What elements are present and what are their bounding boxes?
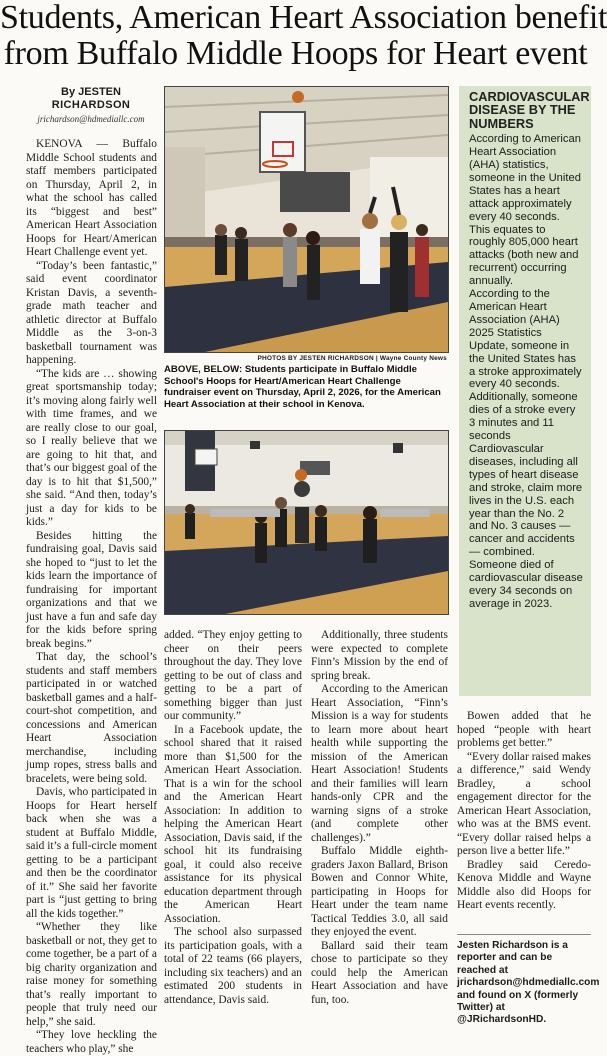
sidebar-paragraph: According to American Heart Association (AHA) statistics, someone in the United States has a heart attack approximately every 40 seconds. This equates to roughly 805,000 heart attacks (both new and recurrent) occurring annually. bbox=[469, 133, 581, 288]
byline-name: RICHARDSON bbox=[51, 99, 131, 111]
paragraph: Buffalo Middle eighth-graders Jaxon Ballard, Brison Bowen and Connor White, participating in Hoops for Heart under the team name Tactical Teddies 3.0, all said they enjoyed the event. bbox=[311, 845, 448, 938]
stats-sidebar bbox=[459, 86, 591, 696]
paragraph: The school also surpassed its participation goals, with a total of 22 teams (66 players, including six teachers) and an estimated 200 students in attendance, Davis said. bbox=[164, 926, 302, 1006]
top-photo-image bbox=[165, 87, 448, 352]
byline-email[interactable]: jrichardson@hdmediallc.com bbox=[37, 114, 145, 124]
article-column-3 bbox=[311, 629, 448, 1024]
article-column-4 bbox=[457, 710, 591, 938]
paragraph: “Whether they like basketball or not, they get to come together, be a part of a big charity organization and raise money for something that’s really important to people that truly need our help,” she said. bbox=[26, 921, 157, 1028]
byline-by: By JESTEN bbox=[61, 86, 121, 98]
paragraph: In a Facebook update, the school shared that it raised more than $1,500 for the American Heart Association. That is a win for the school and the American Heart Association: In addition to helping the American Heart Association, Davis said, if the school hit its fundraising goal, it could also receive assistance for its physical education department through the American Heart Association. bbox=[164, 723, 302, 925]
author-tagline: Jesten Richardson is a reporter and can be reached at jrichardson@hdmediallc.com and found on X (formerly Twitter) at @JRichardsonHD. bbox=[457, 940, 600, 1026]
sidebar-heading: CARDIOVASCULAR DISEASE BY THE NUMBERS bbox=[469, 89, 590, 131]
paragraph: Additionally, three students were expected to complete Finn’s Mission by the end of spring break. bbox=[311, 629, 448, 682]
photo-caption: ABOVE, BELOW: Students participate in Buffalo Middle School's Hoops for Heart/American Heart Challenge fundraiser event on Thursday, April 2, 2026, for the American Heart Association at their school in Kenova. bbox=[164, 364, 441, 410]
bottom-photo-image bbox=[165, 431, 448, 614]
bottom-photo bbox=[164, 430, 449, 615]
sidebar-body bbox=[469, 133, 583, 611]
photo-credit: PHOTOS BY JESTEN RICHARDSON | Wayne County News bbox=[257, 355, 447, 362]
paragraph: Bradley said Ceredo-Kenova Middle and Wayne Middle also did Hoops for Heart events recently. bbox=[457, 858, 591, 911]
article-column-1 bbox=[26, 138, 157, 1055]
headline bbox=[0, 0, 607, 72]
sidebar-paragraph: According to the American Heart Association (AHA) 2025 Statistics Update, someone in the United States has a stroke approximately every 40 seconds. Additionally, someone dies of a stroke every 3 minutes and 11 seconds bbox=[469, 288, 582, 443]
headline-line-2: from Buffalo Middle Hoops for Heart event bbox=[3, 35, 588, 72]
paragraph: KENOVA — Buffalo Middle School students and staff members participated on Thursday, April 2, in what the school has called its “biggest and best” American Heart Association Hoops for Heart/American Heart Challenge event yet. bbox=[26, 138, 157, 258]
paragraph: “Every dollar raised makes a difference,” said Wendy Bradley, a school engagement director for the American Heart Association, who was at the BMS event. “Every dollar raised helps a person live a better life.” bbox=[457, 750, 591, 857]
paragraph: Besides hitting the fundraising goal, Davis said she hoped to “just to let the kids learn the importance of fundraising for important organizations and that we just have a fun and safe day for the kids before spring break begins.” bbox=[26, 529, 157, 650]
paragraph: “The kids are … showing great sportsmanship today; it’s moving along fairly well with time frames, and we are really close to our goal, so I really believe that we are going to hit that, and that’s our biggest goal of the day is to hit that $1,500,” she said. “And then, today’s just a day for kids to be kids.” bbox=[26, 367, 157, 528]
sidebar-paragraph: Cardiovascular diseases, including all types of heart disease and stroke, claim more lives in the U.S. each year than the No. 2 and No. 3 causes — cancer and accidents — combined. Someone died of cardiovascular disease every 34 seconds on average in 2023. bbox=[469, 442, 583, 610]
paragraph: According to the American Heart Association, “Finn’s Mission is a way for students to learn more about heart health while supporting the mission of the American Heart Association! Students and their families will learn hands-only CPR and the warning signs of a stroke (and complete other challenges).” bbox=[311, 683, 448, 844]
article-column-2 bbox=[164, 629, 302, 1024]
paragraph: “They love heckling the teachers who play,” she bbox=[26, 1029, 157, 1055]
paragraph: Davis, who participated in Hoops for Heart herself back when she was a student at Buffalo Middle, said it’s a full-circle moment getting to be a participant and then be the coordinator of it.” She said her favorite part is “just getting to bring all the kids together.” bbox=[26, 786, 157, 920]
top-photo bbox=[164, 86, 449, 353]
paragraph: Bowen added that he hoped “people with heart problems get better.” bbox=[457, 710, 591, 749]
paragraph: added. “They enjoy getting to cheer on their peers throughout the day. They love getting to be out of class and getting to be a part of something bigger than just our community.” bbox=[164, 629, 302, 722]
headline-line-1: Students, American Heart Association benefit bbox=[0, 0, 607, 36]
tagline-rule bbox=[457, 934, 591, 935]
paragraph: “Today’s been fantastic,” said event coordinator Kristan Davis, a seventh-grade math teacher and athletic director at Buffalo Middle as the 3-on-3 basketball tournament was happening. bbox=[26, 259, 157, 366]
paragraph: That day, the school’s students and staff members participated in or watched basketball games and a half-court-shot competition, and concessions and American Heart Association merchandise, including jump ropes, stress balls and bracelets, were being sold. bbox=[26, 651, 157, 785]
byline bbox=[24, 86, 158, 126]
paragraph: Ballard said their team chose to participate so they could help the American Heart Association and have fun, too. bbox=[311, 939, 448, 1006]
